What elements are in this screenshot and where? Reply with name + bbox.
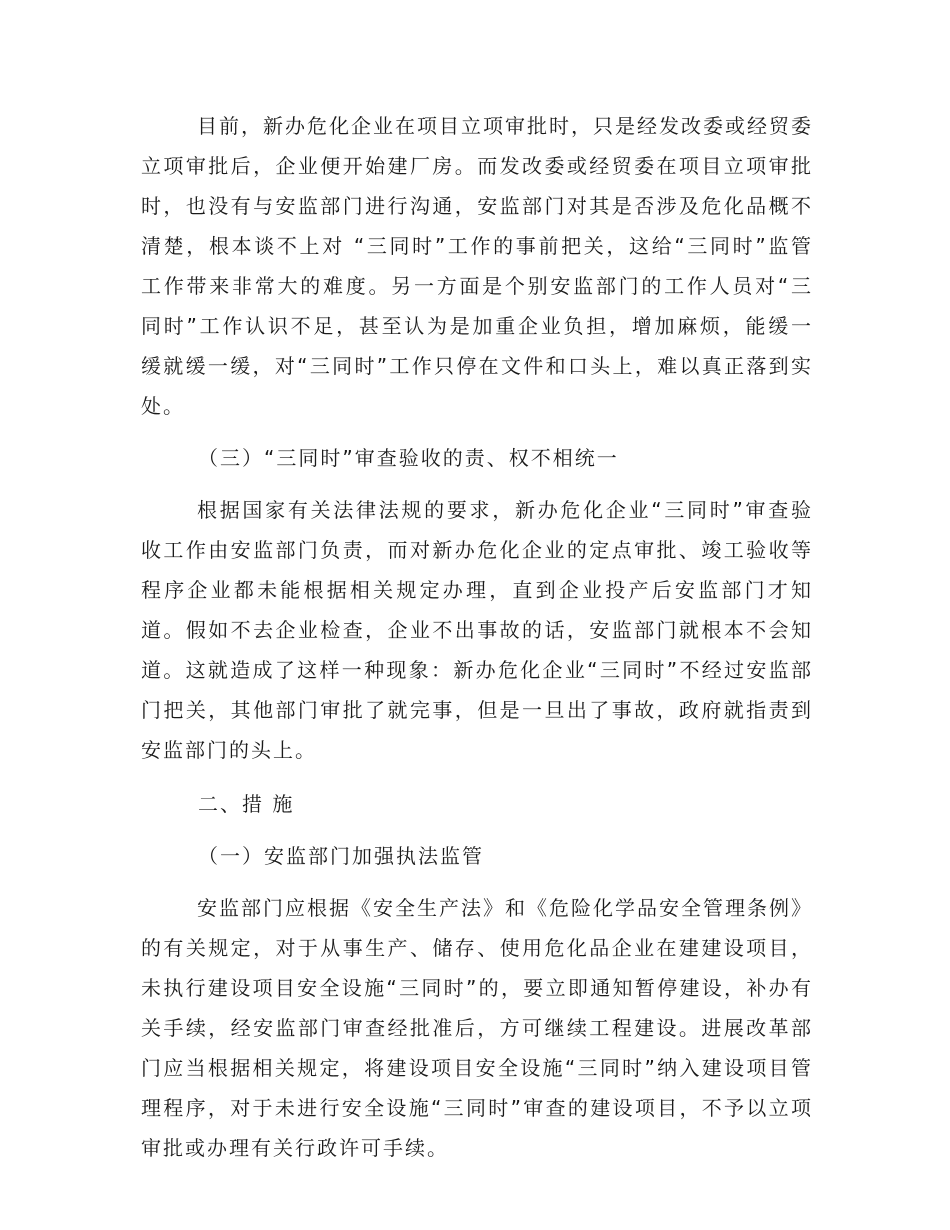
subheading-responsibility: （三）“三同时”审查验收的责、权不相统一 <box>198 446 619 470</box>
subheading-enforcement: （一）安监部门加强执法监管 <box>198 844 484 868</box>
paragraph-legal-requirements: 根据国家有关法律法规的要求，新办危化企业“三同时”审查验收工作由安监部门负责，而对新办危化企业的定点审批、竣工验收等程序企业都未能根据相关规定办理，直到企业投产后安监部门才知道。假如不去企业检查，企业不出事故的话，安监部门就根本不会知道。这就造成了这样一种现象：新办危化企业“三同时”不经过安监部门把关，其他部门审批了就完事，但是一旦出了事故，政府就指责到安监部门的头上。 <box>141 498 813 762</box>
paragraph-enforcement: 安监部门应根据《安全生产法》和《危险化学品安全管理条例》的有关规定，对于从事生产、储存、使用危化品企业在建建设项目，未执行建设项目安全设施“三同时”的，要立即通知暂停建设，补办有关手续，经安监部门审查经批准后，方可继续工程建设。进展改革部门应当根据相关规定，将建设项目安全设施“三同时”纳入建设项目管理程序，对于未进行安全设施“三同时”审查的建设项目，不予以立项审批或办理有关行政许可手续。 <box>141 896 813 1160</box>
document-body <box>141 106 813 1168</box>
section-heading-measures: 二、措 施 <box>198 792 295 816</box>
paragraph-current-situation: 目前，新办危化企业在项目立项审批时，只是经发改委或经贸委立项审批后，企业便开始建厂房。而发改委或经贸委在项目立项审批时，也没有与安监部门进行沟通，安监部门对其是否涉及危化品概不清楚，根本谈不上对 “三同时”工作的事前把关，这给“三同时”监管工作带来非常大的难度。另一方面是个别安监部门的工作人员对“三同时”工作认识不足，甚至认为是加重企业负担，增加麻烦，能缓一缓就缓一缓，对“三同时”工作只停在文件和口头上，难以真正落到实处。 <box>141 114 813 418</box>
